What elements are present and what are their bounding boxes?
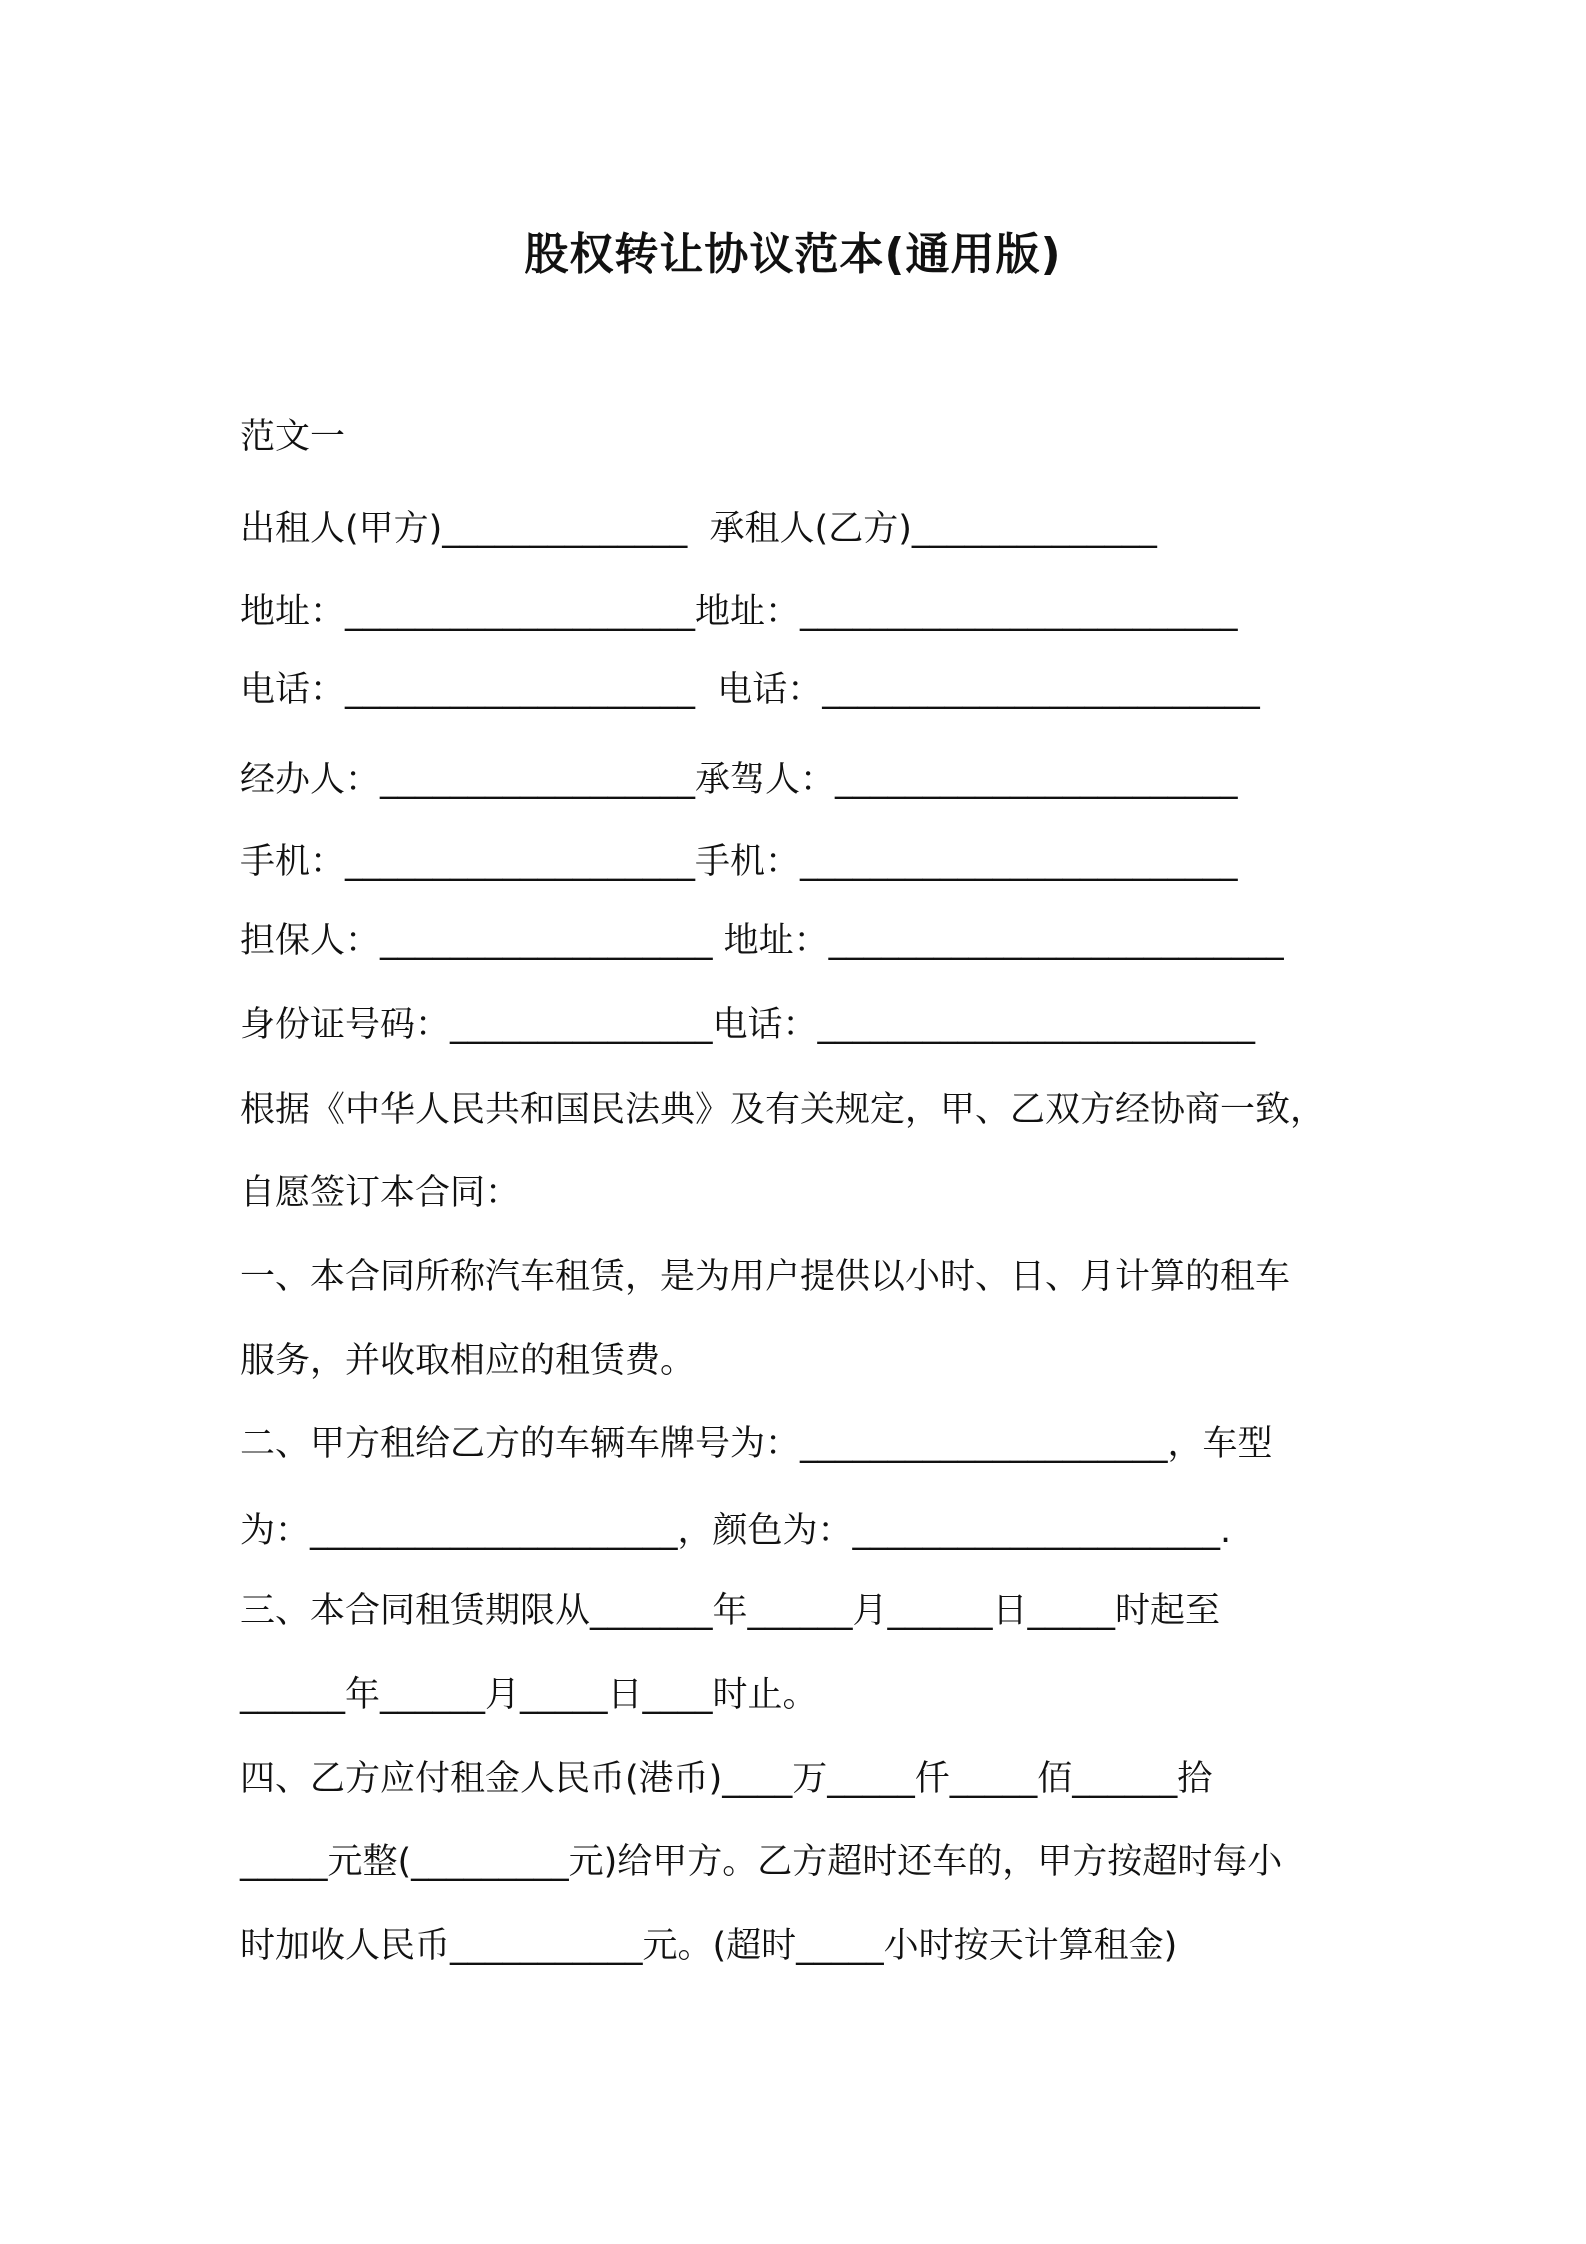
- clause-4-line-2: _____元整(_________元)给甲方。乙方超时还车的，甲方按超时每小: [240, 1842, 1283, 1882]
- clause-intro-line-1: 根据《中华人民共和国民法典》及有关规定，甲、乙双方经协商一致，: [240, 1090, 1326, 1130]
- clause-4-line-1: 四、乙方应付租金人民币(港币)____万_____仟_____佰______拾: [240, 1759, 1213, 1799]
- clause-3-line-1: 三、本合同租赁期限从_______年______月______日_____时起至: [240, 1591, 1221, 1631]
- document-title: 股权转让协议范本(通用版): [524, 229, 1062, 280]
- party-line-phone: 电话：____________________ 电话：_________________________: [240, 670, 1260, 710]
- party-line-lessor-lessee: 出租人(甲方)______________ 承租人(乙方)______________: [240, 509, 1157, 549]
- party-line-id-number: 身份证号码：_______________电话：_________________________: [240, 1005, 1256, 1045]
- party-line-mobile: 手机：____________________手机：_________________________: [240, 842, 1238, 882]
- clause-intro-line-2: 自愿签订本合同：: [240, 1173, 521, 1213]
- clause-4-line-3: 时加收人民币___________元。(超时_____小时按天计算租金): [240, 1926, 1178, 1966]
- clause-2-line-1: 二、甲方租给乙方的车辆车牌号为：_____________________，车型: [240, 1424, 1273, 1464]
- party-line-agent-driver: 经办人：__________________承驾人：_______________________: [240, 760, 1238, 800]
- clause-3-line-2: ______年______月_____日____时止。: [240, 1675, 818, 1715]
- clause-2-line-2: 为：_____________________，颜色为：_____________________.: [240, 1511, 1232, 1551]
- party-line-address: 地址：____________________地址：_________________________: [240, 592, 1238, 632]
- section-label: 范文一: [240, 417, 346, 457]
- clause-1-line-2: 服务，并收取相应的租赁费。: [240, 1341, 696, 1381]
- party-line-guarantor: 担保人：___________________ 地址：__________________________: [240, 921, 1284, 961]
- clause-1-line-1: 一、本合同所称汽车租赁，是为用户提供以小时、日、月计算的租车: [240, 1257, 1291, 1297]
